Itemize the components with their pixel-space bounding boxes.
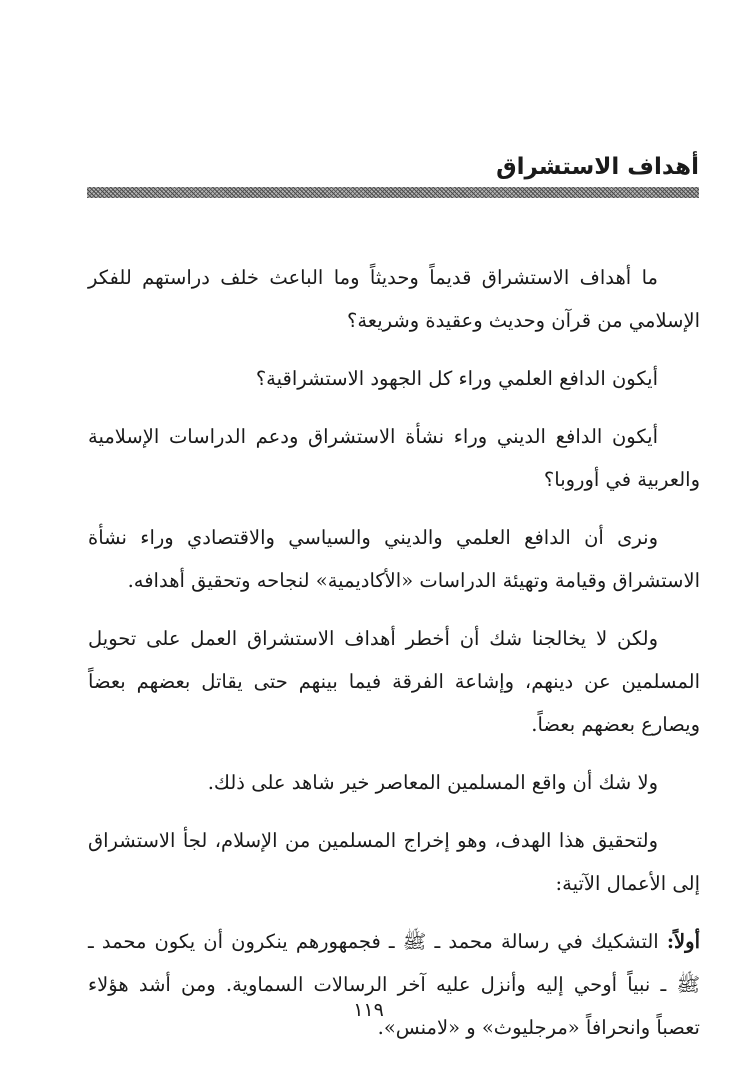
paragraph: ونرى أن الدافع العلمي والديني والسياسي والاقتصادي وراء نشأة الاستشراق وقيامة وتهيئة الدراسات «الأكاديمية» لنجاحه وتحقيق أهدافه.: [88, 526, 700, 592]
title-divider: [87, 187, 699, 198]
paragraph: ما أهداف الاستشراق قديماً وحديثاً وما الباعث خلف دراستهم للفكر الإسلامي من قرآن وحديث وعقيدة وشريعة؟: [88, 266, 700, 332]
body-text: [88, 256, 700, 1064]
paragraph: أيكون الدافع الديني وراء نشأة الاستشراق ودعم الدراسات الإسلامية والعربية في أوروبا؟: [88, 425, 700, 491]
page-number: ١١٩: [353, 999, 384, 1021]
list-item-first: [88, 920, 700, 1049]
item-label: أولاً:: [666, 930, 700, 953]
item-text: التشكيك في رسالة محمد ـ ﷺ ـ فجمهورهم ينكرون أن يكون محمد ـ ﷺ ـ نبياً أوحي إليه وأنزل عليه آخر الرسالات السماوية. ومن أشد هؤلاء تعصباً وانحرافاً «مرجليوث» و «لامنس».: [88, 930, 700, 1039]
paragraph: ولا شك أن واقع المسلمين المعاصر خير شاهد على ذلك.: [207, 771, 658, 794]
paragraph: ولتحقيق هذا الهدف، وهو إخراج المسلمين من الإسلام، لجأ الاستشراق إلى الأعمال الآتية:: [88, 829, 700, 895]
paragraph: ولكن لا يخالجنا شك أن أخطر أهداف الاستشراق العمل على تحويل المسلمين عن دينهم، وإشاعة الفرقة فيما بينهم حتى يقاتل بعضهم بعضاً ويصارع بعضهم بعضاً.: [88, 627, 700, 736]
paragraph: أيكون الدافع العلمي وراء كل الجهود الاستشراقية؟: [255, 367, 658, 390]
chapter-title: أهداف الاستشراق: [496, 154, 699, 180]
